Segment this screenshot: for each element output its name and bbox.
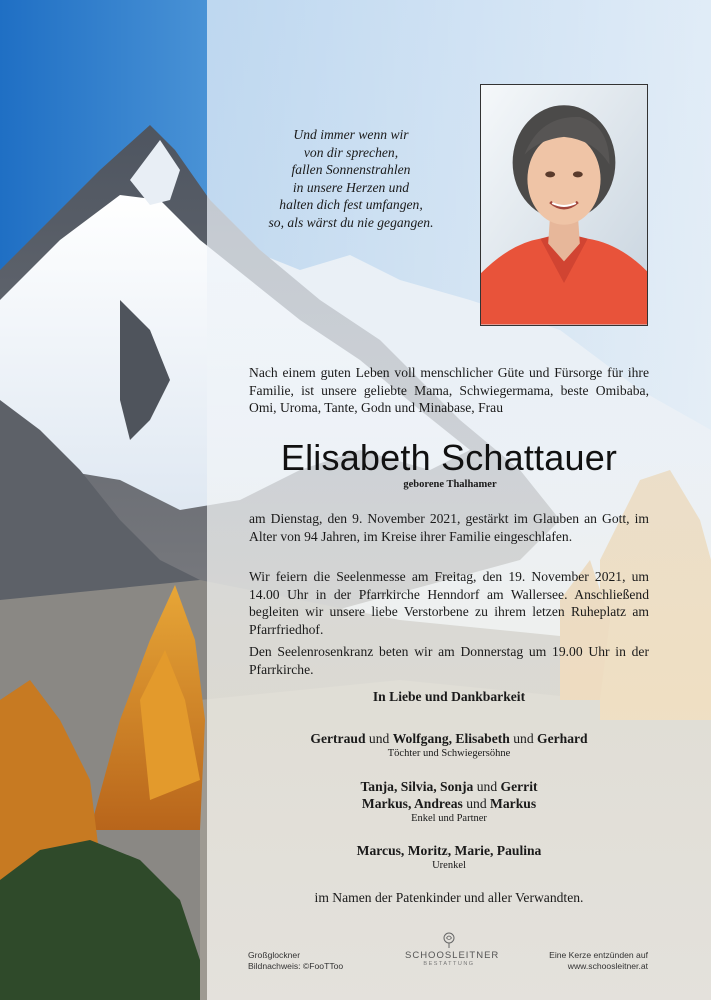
family-name: Marcus, Moritz, Marie, Paulina — [356, 843, 542, 858]
photo-credit — [248, 950, 343, 972]
funeral-mass-text: Wir feiern die Seelenmesse am Freitag, den 19. November 2021, um 14.00 Uhr in der Pfarrkirche Henndorf am Wallersee. Anschließend begleiten wir unsere liebe Verstorbene zu ihrem letzen Ruheplatz am Pfarrfriedhof. — [249, 569, 649, 637]
family-group-grandchildren — [249, 778, 649, 826]
death-announcement-text: am Dienstag, den 9. November 2021, gestärkt im Glauben an Gott, im Alter von 94 Jahren, im Kreise ihrer Familie eingeschlafen. — [249, 511, 649, 544]
poem-line: fallen Sonnenstrahlen — [291, 162, 411, 178]
logo-brand-text: SCHOOSLEITNER — [405, 950, 500, 961]
family-name: Wolfgang, — [392, 731, 453, 746]
poem-line: Und immer wenn wir — [293, 127, 409, 142]
funeral-home-logo — [405, 932, 500, 967]
conjunction: und — [513, 731, 534, 746]
logo-sub-text: BESTATTUNG — [423, 961, 475, 967]
family-names-line — [249, 778, 649, 795]
poem-line: in unsere Herzen und — [292, 179, 410, 195]
family-relation: Enkel und Partner — [411, 813, 487, 824]
intro-text: Nach einem guten Leben voll menschlicher Güte und Fürsorge für ihre Familie, ist unsere geliebte Mama, Schwiegermama, beste Omibaba, Omi, Uroma, Tante, Godn und Minabase, Frau — [249, 365, 649, 416]
gratitude-heading: In Liebe und Dankbarkeit — [372, 689, 526, 704]
memorial-poem — [236, 126, 466, 232]
family-name: Gerhard — [537, 731, 588, 746]
family-name: Markus, Andreas — [361, 796, 463, 811]
website-link[interactable]: www.schoosleitner.at — [567, 961, 648, 971]
family-name: Gertraud — [310, 731, 366, 746]
family-name: Tanja, Silvia, Sonja — [360, 779, 474, 794]
credit-location: Großglockner — [248, 950, 301, 960]
candle-text: Eine Kerze entzünden auf — [549, 950, 648, 960]
poem-line: so, als wärst du nie gegangen. — [268, 214, 434, 230]
conjunction: und — [466, 796, 487, 811]
family-relation: Töchter und Schwiegersöhne — [387, 748, 511, 759]
family-relation: Urenkel — [432, 860, 466, 871]
conjunction: und — [368, 731, 390, 746]
maiden-name: geborene Thalhamer — [403, 479, 497, 490]
rose-icon — [442, 932, 456, 948]
portrait-photo — [480, 84, 648, 326]
deceased-name: Elisabeth Schattauer — [280, 437, 618, 478]
credit-photographer: Bildnachweis: ©FooTToo — [248, 961, 344, 971]
family-names-line — [249, 795, 649, 812]
poem-line: halten dich fest umfangen, — [279, 197, 423, 213]
family-names-line — [249, 842, 649, 859]
poem-line: von dir sprechen, — [303, 144, 399, 160]
portrait-image — [481, 85, 647, 325]
family-name: Gerrit — [500, 779, 538, 794]
closing-text: im Namen der Patenkinder und aller Verwandten. — [314, 890, 584, 905]
family-name: Markus — [490, 796, 537, 811]
family-group-great-grandchildren — [249, 842, 649, 873]
candle-link-info — [540, 950, 648, 972]
family-name: Elisabeth — [455, 731, 510, 746]
conjunction: und — [476, 779, 498, 794]
family-names-line — [249, 730, 649, 747]
rosary-text: Den Seelenrosenkranz beten wir am Donnerstag um 19.00 Uhr in der Pfarrkirche. — [249, 644, 649, 677]
family-group-children — [249, 730, 649, 761]
